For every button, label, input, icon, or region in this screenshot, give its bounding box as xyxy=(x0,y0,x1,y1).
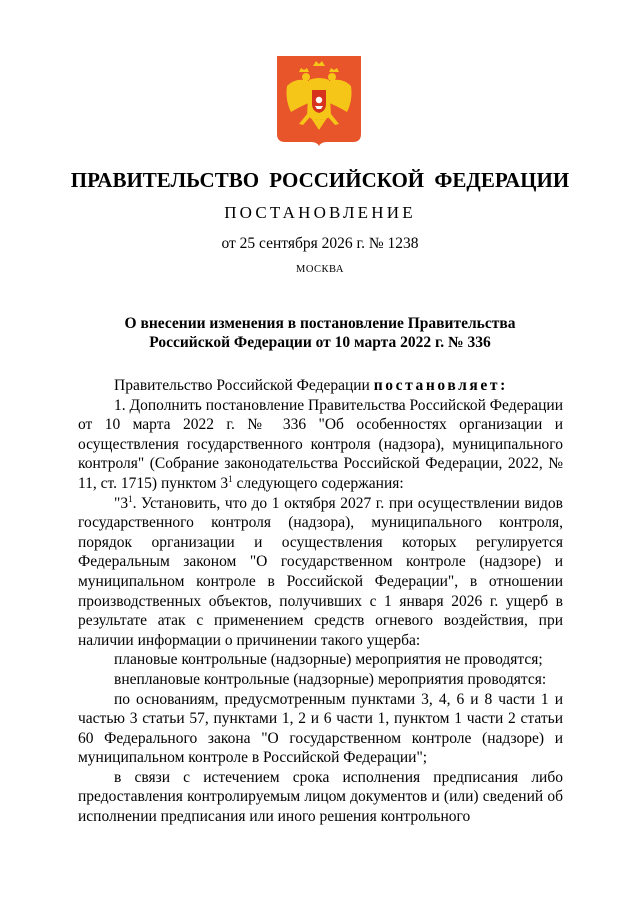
document-date-number: от 25 сентября 2026 г. № 1238 xyxy=(221,235,419,252)
paragraph-1-text: 1. Дополнить постановление Правительства Российской Федерации от 10 марта 2022 г. № 336 "Об особенностях организации и осуществления государственного контроля (надзора), муниципального контроля" (Собрание законодательства Российской Федерации, 2022, № 11, ст. 1715) пунктом 3 xyxy=(78,396,563,492)
paragraph-1 xyxy=(78,396,563,494)
paragraph-unplanned-inspections: внеплановые контрольные (надзорные) мероприятия проводятся: xyxy=(114,670,547,688)
paragraph-1-ending: следующего содержания: xyxy=(232,474,404,492)
paragraph-1-superscript: 1 xyxy=(228,473,233,484)
paragraph-preamble xyxy=(78,376,563,396)
government-title: ПРАВИТЕЛЬСТВО РОССИЙСКОЙ ФЕДЕРАЦИИ xyxy=(70,168,570,192)
preamble-text: Правительство Российской Федерации xyxy=(114,377,374,394)
paragraph-grounds: по основаниям, предусмотренным пунктами 3, 4, 6 и 8 части 1 и частью 3 статьи 57, пунктами 1, 2 и 6 части 1, пунктом 1 части 2 статьи 60 Федерального закона "О государственном контроле (надзоре) и муниципальном контроле в Российской Федерации"; xyxy=(78,690,563,767)
paragraph-expiry: в связи с истечением срока исполнения предписания либо предоставления контролируемым лицом документов и (или) сведений об исполнении предписания или иного решения контрольного xyxy=(78,768,563,826)
paragraph-3-1 xyxy=(78,494,563,651)
preamble-decree-word: постановляет: xyxy=(373,377,508,394)
subject-line-2: Российской Федерации от 10 марта 2022 г. № 336 xyxy=(149,334,491,351)
paragraph-3-1-number: "3 xyxy=(114,494,129,512)
paragraph-planned-inspections: плановые контрольные (надзорные) мероприятия не проводятся; xyxy=(114,651,543,669)
paragraph-3-1-text: . Установить, что до 1 октября 2027 г. при осуществлении видов государственного контроля (надзора), муниципального контроля, порядок организации и осуществления которых регулируется Федеральным законом "О государственном контроле (надзоре) и муниципальном контроле в Российской Федерации", в отношении производственных объектов, получивших с 1 января 2026 г. ущерб в результате атак с применением средств огневого воздействия, при наличии информации о причинении такого ущерба: xyxy=(78,494,563,649)
russian-coat-of-arms-icon xyxy=(277,56,361,146)
document-city: МОСКВА xyxy=(296,264,344,275)
paragraph-3-1-superscript: 1 xyxy=(128,493,133,504)
document-subject xyxy=(0,314,640,352)
subject-line-1: О внесении изменения в постановление Правительства xyxy=(124,315,516,332)
document-body xyxy=(78,376,563,827)
document-type: ПОСТАНОВЛЕНИЕ xyxy=(224,203,416,222)
